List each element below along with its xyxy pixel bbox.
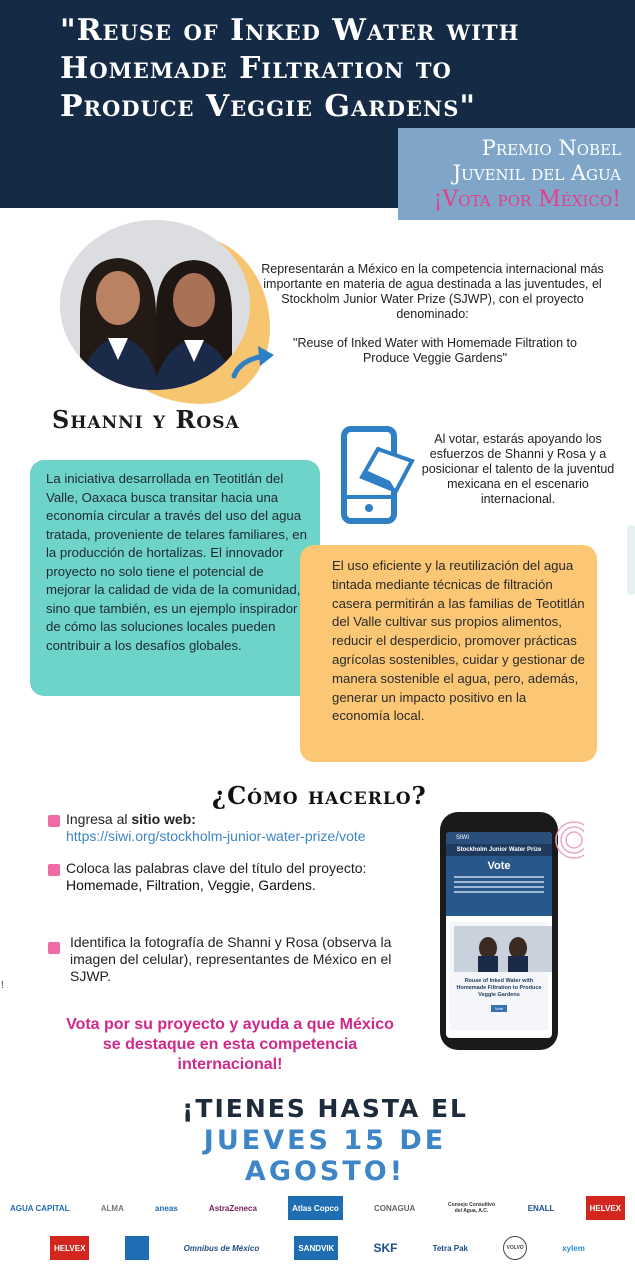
prize-line-2: Juvenil del Agua [452,161,621,185]
intro-text: Representarán a México en la competencia internacional más importante en materia de agua destinada a las juventudes, el Stockholm Junior Water Prize (SJWP), con el proyecto denominado: [261,262,604,321]
prize-box [398,128,635,220]
step-1-bold: sitio web: [131,811,196,827]
intro-project-title: "Reuse of Inked Water with Homemade Filtration to Produce Veggie Gardens" [293,336,577,365]
logo-skf: SKF [373,1241,398,1255]
logo-consejo-consultivo: Consejo Consultivo del Agua, A.C. [448,1202,495,1214]
call-to-action: Vota por su proyecto y ayuda a que México se destaque en esta competencia internacional! [66,1016,394,1073]
arrow-icon [228,340,278,382]
step-2-text: Coloca las palabras clave del título del proyecto: [66,860,367,876]
prize-line-1: Premio Nobel [481,136,621,160]
vote-url-link[interactable]: https://siwi.org/stockholm-junior-water-prize/vote [66,828,366,844]
logo-alma: ALMA [100,1203,124,1213]
sponsor-logos-row-1 [10,1196,625,1220]
step-2-keywords: Homemade, Filtration, Veggie, Gardens. [66,877,316,893]
vote-note: Al votar, estarás apoyando los esfuerzos de Shanni y Rosa y a posicionar el talento de la juventud mexicana en el escenario internacional. [421,432,615,506]
bullet-2 [48,864,60,876]
phone-mockup [440,812,558,1050]
how-to-title: ¿Cómo hacerlo? [212,781,427,810]
step-3 [70,934,415,985]
logo-helvex-fundacion: HELVEX [586,1196,625,1220]
logo-helvex: HELVEX [50,1236,89,1260]
mock-project-card [450,922,548,1030]
sponsor-logos-row-2 [10,1236,625,1260]
mock-photo [454,926,544,972]
step-1-prefix: Ingresa al [66,811,132,827]
logo-astrazeneca: AstraZeneca [208,1203,257,1213]
logo-volvo: VOLVO [503,1236,527,1260]
phone-vote-icon [340,425,420,525]
mock-text-lines [454,876,544,893]
decorative-circles-icon [554,820,584,860]
mock-caption: Reuse of Inked Water with Homemade Filtration to Produce Veggie Gardens [456,978,542,998]
mock-vote-button[interactable]: Vote [491,1005,507,1012]
logo-sandvik: SANDVIK [294,1236,338,1260]
logo-xylem: xylem [562,1243,585,1253]
logo-seal [125,1236,149,1260]
teal-card-text: La iniciativa desarrollada en Teotitlán del Valle, Oaxaca busca transitar hacia una economía circular a través del uso del agua tratada, proveniente de telares familiares, en la producción de hortalizas. El innovador proyecto no solo tiene el potencial de mejorar la calidad de vida de la comunidad, sino que también, es un ejemplo inspirador de cómo las soluciones locales pueden contribuir a los desafíos globales. [46,471,307,653]
mock-vote-title: Vote [487,860,511,872]
prize-vote: ¡Vota por México! [433,187,621,212]
step-3-text: Identifica la fotografía de Shanni y Rosa (observa la imagen del celular), representantes de México en el SJWP. [70,934,392,984]
mock-site-bar: SIWI [446,832,552,844]
logo-tetra-pak: Tetra Pak [432,1243,468,1253]
logo-agua-capital: AGUA CAPITAL [10,1203,70,1213]
step-1 [66,811,436,845]
bullet-3 [48,942,60,954]
mock-site-header: Stockholm Junior Water Prize [446,844,552,856]
deadline-line-1: ¡TIENES HASTA EL [182,1094,468,1123]
logo-aneas: aneas [155,1203,178,1213]
logo-atlas-copco: Atlas Copco [288,1196,343,1220]
mock-vote-area [446,856,552,916]
orange-info-card [300,545,597,762]
students-names: Shanni y Rosa [52,405,240,434]
phone-screen [446,832,552,1038]
logo-conagua: CONAGUA [374,1203,416,1213]
deadline-line-2: JUEVES 15 DE AGOSTO! [203,1125,447,1187]
orange-card-text: El uso eficiente y la reutilización del agua tintada mediante técnicas de filtración casera permitirán a las familias de Teotitlán del Valle cultivar sus propios alimentos, reducir el desperdicio, promover prácticas agrícolas sostenibles, cuidar y gestionar de manera sostenible el agua, pero, además, generar un impacto positivo en la economía local. [332,558,585,724]
logo-enall: ENALL [527,1203,555,1213]
bullet-1 [48,815,60,827]
stray-mark: ! [1,980,4,991]
step-2 [66,860,436,894]
side-decoration [627,525,635,595]
students-photo [60,220,250,390]
teal-info-card [30,460,320,696]
project-title: "Reuse of Inked Water with Homemade Filtration to Produce Veggie Gardens" [60,13,520,124]
logo-omnibus: Omnibus de México [183,1243,260,1253]
